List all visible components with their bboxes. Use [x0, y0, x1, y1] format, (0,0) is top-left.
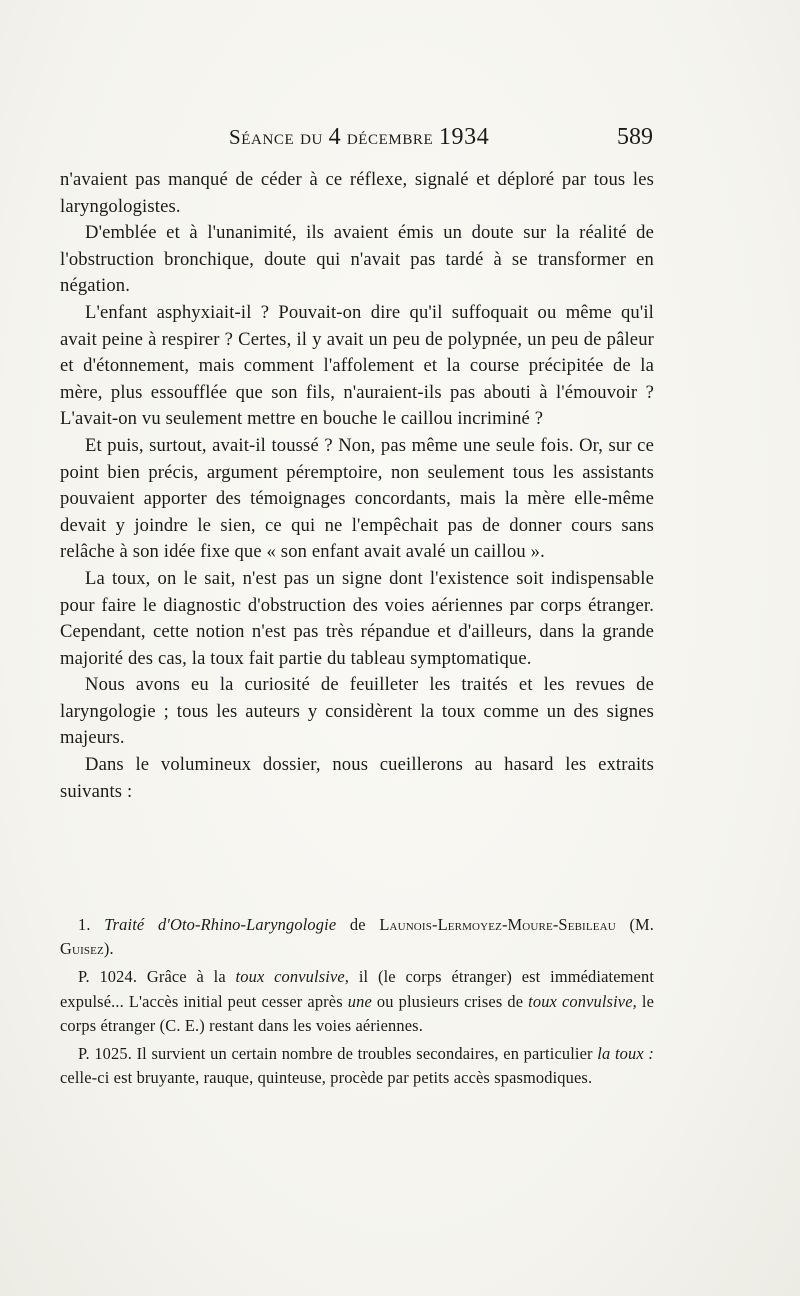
- main-text: [60, 167, 654, 805]
- quote-1025-text-a: Il survient un certain nombre de troubles secondaires, en particulier: [136, 1044, 593, 1064]
- quote-1024-text-e: ou plusieurs crises de: [376, 991, 524, 1011]
- paragraph-1: n'avaient pas manqué de céder à ce réflexe, signalé et déploré par tous les laryngologistes.: [60, 169, 654, 217]
- paragraph-2: D'emblée et à l'unanimité, ils avaient émis un doute sur la réalité de l'obstruction bronchique, doute qui n'avait pas tardé à se transformer en négation.: [60, 222, 654, 297]
- running-head-year: 1934: [438, 124, 490, 150]
- quote-1024-text-c: il (le corps étranger) est immédiatement expulsé... L'accès initial peut cesser après: [60, 967, 655, 1011]
- footnote-quote-1025: [60, 1042, 654, 1090]
- running-head: [229, 124, 489, 151]
- quote-1024-text-b: toux convulsive,: [235, 967, 350, 987]
- quote-1024-text-g: le corps étranger (C. E.) restant dans les voies aériennes.: [60, 991, 655, 1035]
- quote-1025-text-c: celle-ci est bruyante, rauque, quinteuse, procède par petits accès spasmodiques.: [60, 1068, 593, 1088]
- page-header: [60, 124, 660, 160]
- quote-1025-ref: P. 1025.: [78, 1044, 132, 1064]
- paragraph-3: L'enfant asphyxiait-il ? Pouvait-on dire qu'il suffoquait ou même qu'il avait peine à respirer ? Certes, il y avait un peu de polypnée, un peu de pâleur et d'étonnement, mais comment l'affolement et la course précipitée de la mère, plus essoufflée que son fils, n'auraient-ils pas abouti à l'émouvoir ? L'avait-on vu seulement mettre en bouche le caillou incriminé ?: [60, 301, 654, 430]
- quote-1024-text-a: Grâce à la: [146, 967, 226, 987]
- quote-1024-text-f: toux convulsive,: [528, 991, 637, 1011]
- running-head-prefix: Séance du: [229, 125, 323, 149]
- paragraph-5: La toux, on le sait, n'est pas un signe dont l'existence soit indispensable pour faire le diagnostic d'obstruction des voies aériennes par corps étranger. Cependant, cette notion n'est pas très répandue et d'ailleurs, dans la grande majorité des cas, la toux fait partie du tableau symptomatique.: [60, 567, 654, 669]
- quote-1024-ref: P. 1024.: [78, 967, 138, 987]
- footnote-1-author: (M. Guisez).: [60, 915, 655, 959]
- page-number: 589: [617, 124, 653, 150]
- running-head-day: 4: [328, 124, 342, 150]
- quote-1024-text-d: une: [347, 991, 372, 1011]
- paragraph-7: Dans le volumineux dossier, nous cueillerons au hasard les extraits suivants :: [60, 754, 654, 802]
- footnote-1-number: 1.: [78, 915, 91, 934]
- paragraph-4: Et puis, surtout, avait-il toussé ? Non, pas même une seule fois. Or, sur ce point bien précis, argument péremptoire, non seulement tous les assistants pouvaient apporter des témoignages concordants, mais la mère elle-même devait y joindre le sien, ce qui ne l'empêchait pas de donner cours sans relâche à son idée fixe que « son enfant avait avalé un caillou ».: [60, 434, 654, 563]
- footnote-1: [60, 913, 654, 961]
- footnote-1-de: de: [349, 915, 366, 934]
- footnote-1-authors: Launois-Lermoyez-Moure-Sebileau: [379, 915, 616, 934]
- paragraph-6: Nous avons eu la curiosité de feuilleter les traités et les revues de laryngologie ; tous les auteurs y considèrent la toux comme un des signes majeurs.: [60, 674, 654, 749]
- running-head-month: décembre: [346, 125, 434, 149]
- quote-1025-text-b: la toux :: [597, 1044, 654, 1064]
- footnote-1-title: Traité d'Oto-Rhino-Laryngologie: [104, 915, 337, 934]
- footnote-quote-1024: [60, 965, 654, 1038]
- footnotes: [60, 913, 654, 1094]
